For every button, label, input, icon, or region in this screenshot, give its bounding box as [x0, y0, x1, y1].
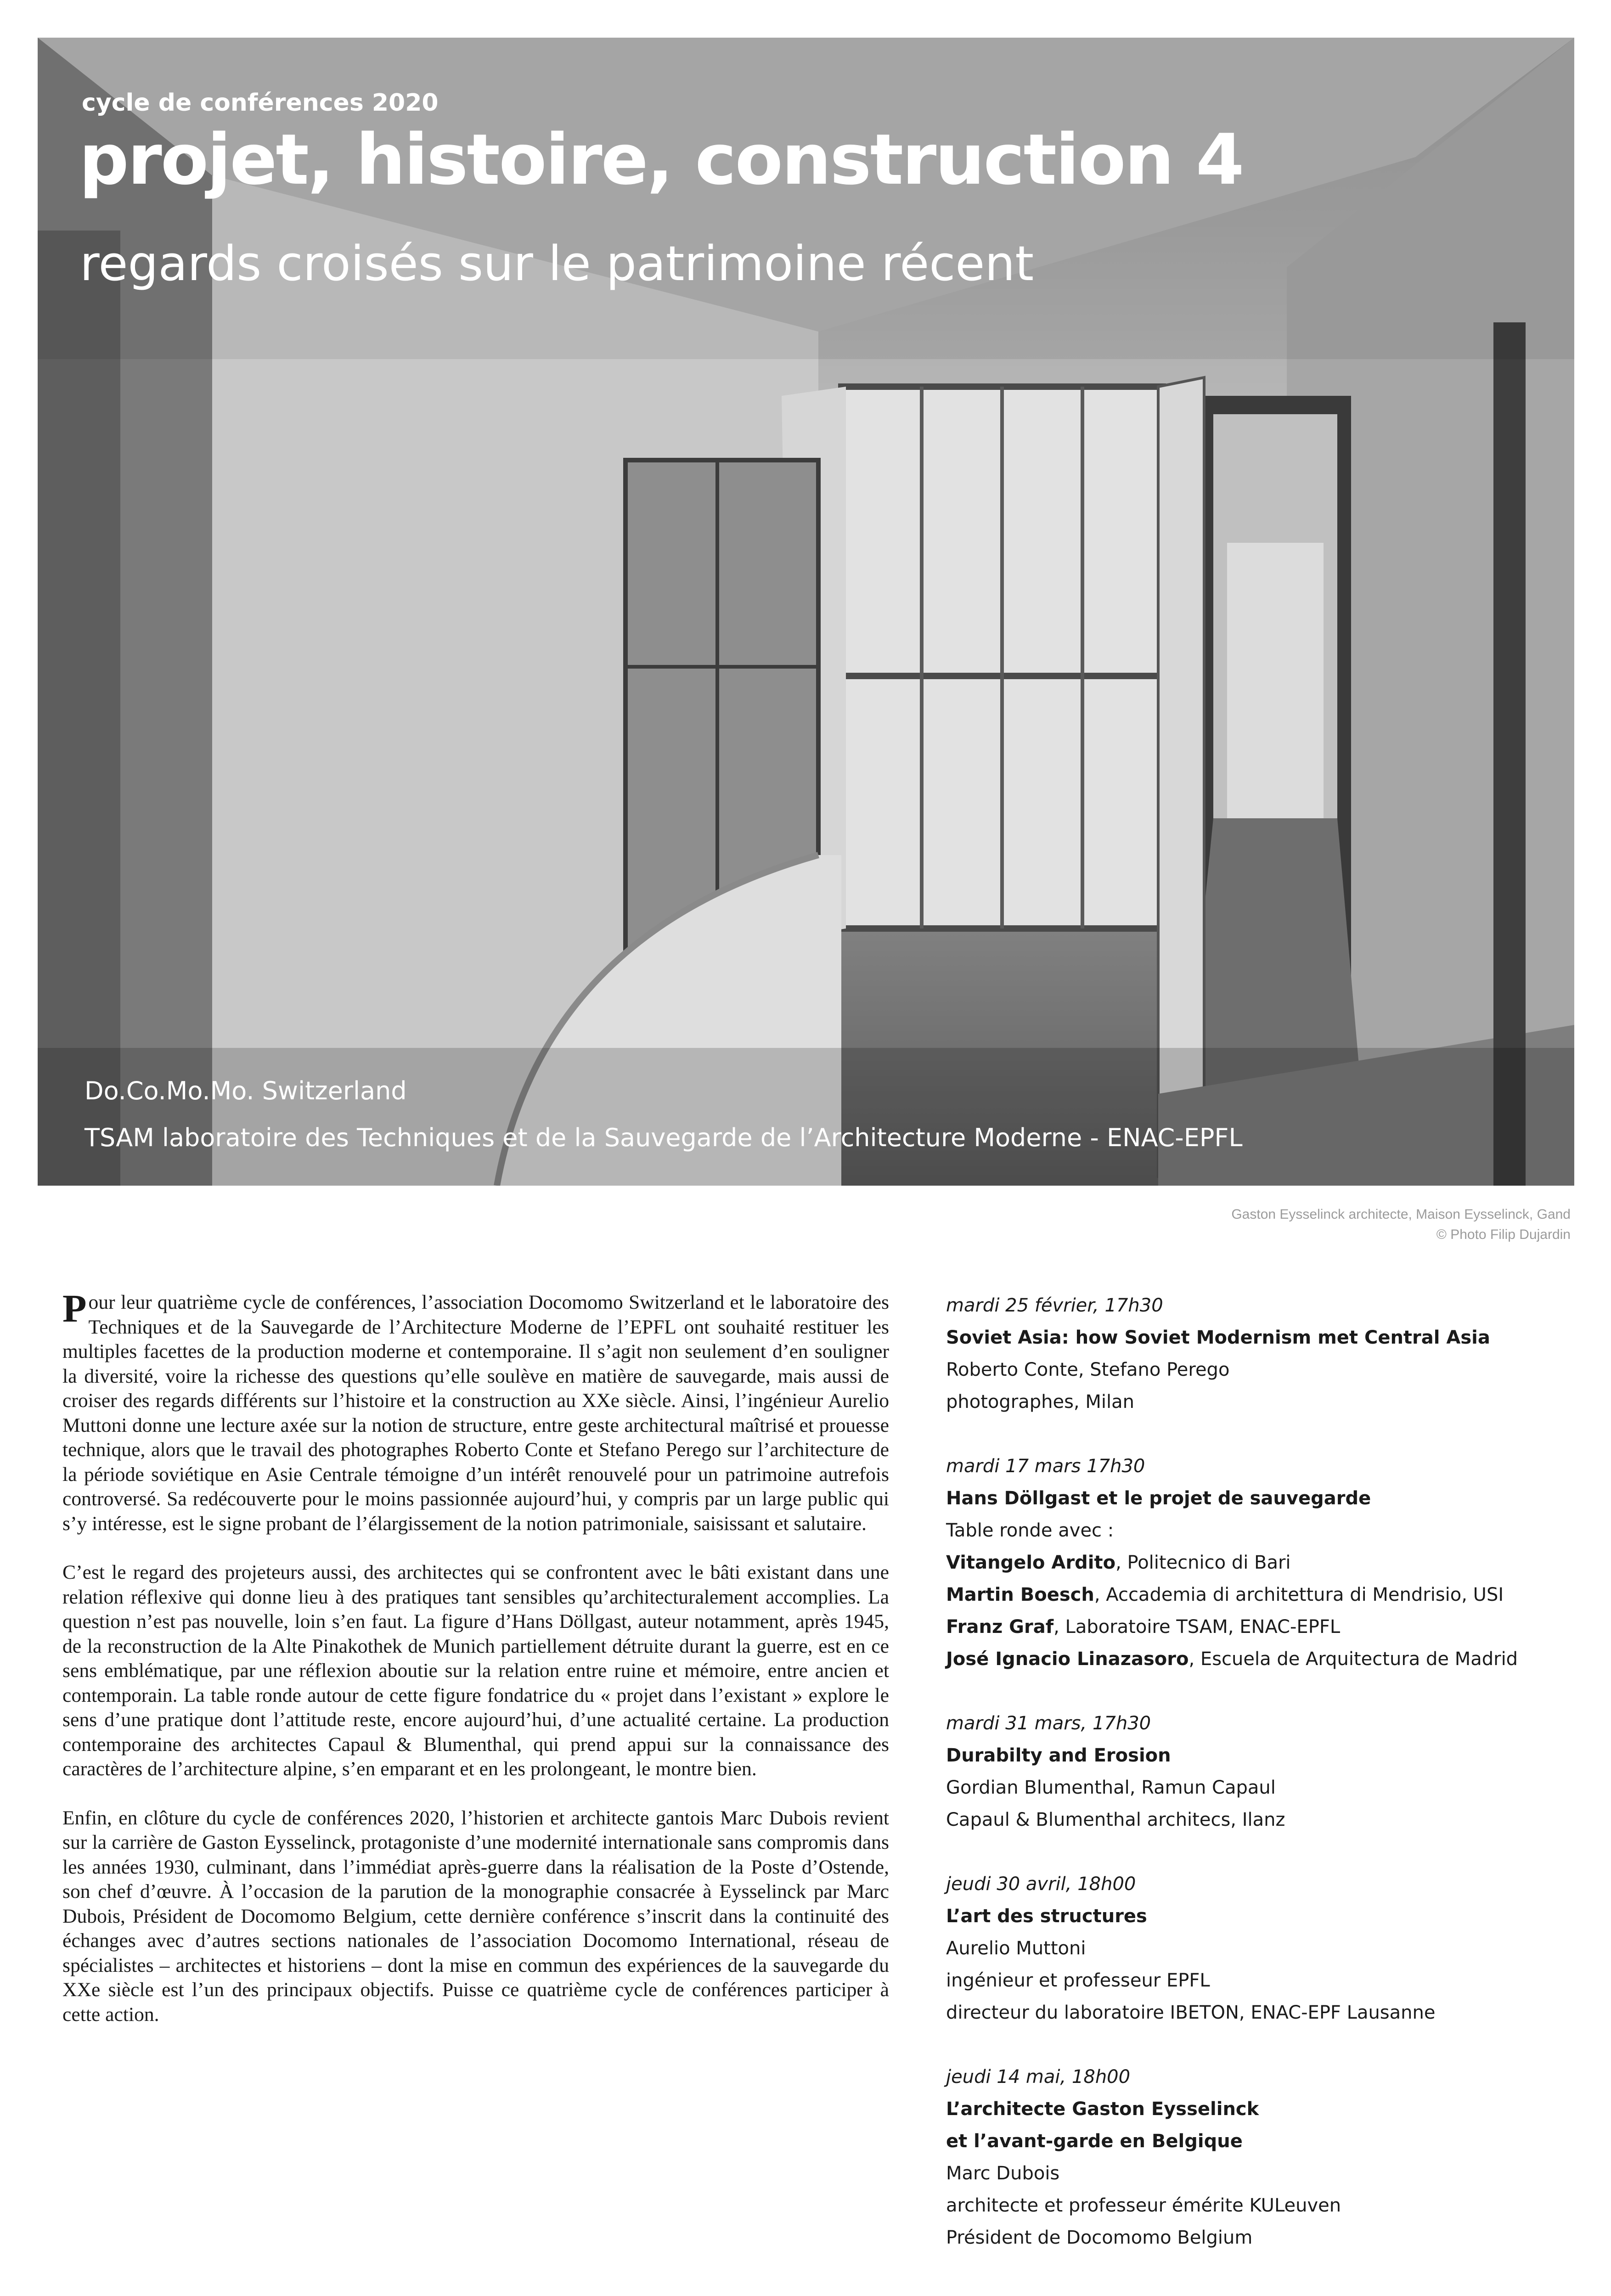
- event-1: [946, 1289, 1571, 1418]
- interior-photo-illustration: [38, 38, 1574, 1186]
- page-title: projet, histoire, construction 4: [79, 119, 1243, 200]
- photo-credit-author: © Photo Filip Dujardin: [1436, 1227, 1571, 1242]
- intro-paragraph-2: C’est le regard des projeteurs aussi, des architectes qui se confrontent avec le bâti existant dans une relation réflexive qui donne lieu à des pratiques tant sensibles qu’architecturalement accomplies. La question n’est pas nouvelle, loin s’en faut. La figure d’Hans Döllgast, auteur notamment, après 1945, de la reconstruction de la Alte Pinakothek de Munich partiellement détruite durant la guerre, est en ce sens emblématique, par une réflexion aboutie sur la relation entre ruine et mémoire, entre ancien et contemporain. La table ronde autour de cette figure fondatrice du « projet dans l’existant » explore le sens d’une pratique dont l’attitude reste, encore aujourd’hui, d’une actualité certaine. La production contemporaine des architectes Capaul & Blumenthal, qui prend appui sur la connaissance des caractères de l’architecture alpine, s’en emparant et en les prolongeant, le montre bien.: [62, 1561, 889, 1780]
- event-3: [946, 1707, 1571, 1836]
- cycle-label: cycle de conférences 2020: [82, 89, 439, 117]
- event-schedule: [946, 1289, 1571, 2286]
- intro-paragraph-1: [62, 1286, 889, 1536]
- panel-name: Martin Boesch: [946, 1584, 1094, 1605]
- event-speakers: Marc Dubois: [946, 2163, 1060, 2184]
- event-5: [946, 2061, 1571, 2254]
- panel-org: , Escuela de Arquitectura de Madrid: [1189, 1649, 1518, 1670]
- event-role: architecte et professeur émérite KULeuven: [946, 2195, 1341, 2216]
- event-date: jeudi 30 avril, 18h00: [946, 1874, 1136, 1895]
- photo-credit-caption: Gaston Eysselinck architecte, Maison Eysselinck, Gand: [1231, 1207, 1571, 1222]
- event-role: ingénieur et professeur EPFL: [946, 1970, 1210, 1991]
- panel-org: , Laboratoire TSAM, ENAC-EPFL: [1053, 1616, 1341, 1638]
- event-role-2: directeur du laboratoire IBETON, ENAC-EPF Lausanne: [946, 2002, 1436, 2023]
- event-2: [946, 1450, 1571, 1675]
- panel-org: , Politecnico di Bari: [1115, 1552, 1291, 1573]
- event-date: mardi 25 février, 17h30: [946, 1295, 1163, 1316]
- event-role: Capaul & Blumenthal architecs, Ilanz: [946, 1809, 1285, 1830]
- panel-org: , Accademia di architettura di Mendrisio, USI: [1094, 1584, 1504, 1605]
- panel-member: [946, 1579, 1571, 1611]
- organizer-tsam: TSAM laboratoire des Techniques et de la Sauvegarde de l’Architecture Moderne - ENAC-EPFL: [84, 1123, 1243, 1152]
- event-intro: Table ronde avec :: [946, 1520, 1114, 1541]
- event-speakers: Aurelio Muttoni: [946, 1938, 1086, 1959]
- event-title-2: et l’avant-garde en Belgique: [946, 2131, 1243, 2152]
- intro-text: [62, 1286, 889, 2051]
- hero-photo: [38, 38, 1574, 1186]
- panel-name: Franz Graf: [946, 1616, 1054, 1638]
- panel-member: [946, 1547, 1571, 1579]
- event-date: mardi 31 mars, 17h30: [946, 1713, 1151, 1734]
- event-role-2: Président de Docomomo Belgium: [946, 2227, 1253, 2248]
- panel-member: [946, 1643, 1571, 1675]
- event-title: Durabilty and Erosion: [946, 1745, 1171, 1766]
- panel-name: José Ignacio Linazasoro: [946, 1649, 1189, 1670]
- event-role: photographes, Milan: [946, 1391, 1134, 1412]
- intro-paragraph-3: Enfin, en clôture du cycle de conférences 2020, l’historien et architecte gantois Marc Dubois revient sur la carrière de Gaston Eysselinck, protagoniste d’une modernité internationale sans compromis dans les années 1930, culminant, dans l’immédiat après-guerre dans la réalisation de la Poste d’Ostende, son chef d’œuvre. À l’occasion de la parution de la monographie consacrée à Eysselinck par Marc Dubois, Président de Docomomo Belgium, cette dernière conférence s’inscrit dans la continuité des échanges avec d’autres sections nationales de l’association Docomomo International, réseau de spécialistes – architectes et historiens – dont la mise en commun des expériences de la sauvegarde du XXe siècle est l’un des principaux objectifs. Puisse ce quatrième cycle de conférences participer à cette action.: [62, 1806, 889, 2026]
- dropcap: P: [62, 1286, 87, 1330]
- organizer-docomomo: Do.Co.Mo.Mo. Switzerland: [84, 1076, 407, 1105]
- event-speakers: Gordian Blumenthal, Ramun Capaul: [946, 1777, 1276, 1798]
- event-title: Soviet Asia: how Soviet Modernism met Central Asia: [946, 1327, 1490, 1348]
- event-title: L’art des structures: [946, 1906, 1147, 1927]
- page-subtitle: regards croisés sur le patrimoine récent: [80, 236, 1034, 292]
- event-speakers: Roberto Conte, Stefano Perego: [946, 1359, 1230, 1380]
- intro-paragraph-1-text: our leur quatrième cycle de conférences, l’association Docomomo Switzerland et le laboratoire des Techniques et de la Sauvegarde de l’Architecture Moderne de l’EPFL ont souhaité restituer les multiples facettes de la production moderne et contemporaine. Il s’agit non seulement d’en souligner la diversité, voire la richesse des questions qu’elle soulève en matière de sauvegarde, mais aussi de croiser des regards différents sur l’histoire et la construction au XXe siècle. Ainsi, l’ingénieur Aurelio Muttoni donne une lecture axée sur la notion de structure, entre geste architectural maîtrisé et prouesse technique, alors que le travail des photographes Roberto Conte et Stefano Perego sur l’architecture de la période soviétique en Asie Centrale témoigne d’un intérêt renouvelé pour un patrimoine autrefois controversé. Sa redécouverte pour le moins passionnée aujourd’hui, y compris par un large public qui s’y intéresse, est le signe probant de l’élargissement de la notion patrimoniale, saisissant et salutaire.: [62, 1291, 889, 1535]
- event-4: [946, 1868, 1571, 2029]
- event-title: L’architecte Gaston Eysselinck: [946, 2099, 1259, 2120]
- event-date: mardi 17 mars 17h30: [946, 1456, 1145, 1477]
- panel-name: Vitangelo Ardito: [946, 1552, 1116, 1573]
- panel-member: [946, 1611, 1571, 1643]
- event-title: Hans Döllgast et le projet de sauvegarde: [946, 1488, 1371, 1509]
- event-date: jeudi 14 mai, 18h00: [946, 2066, 1131, 2088]
